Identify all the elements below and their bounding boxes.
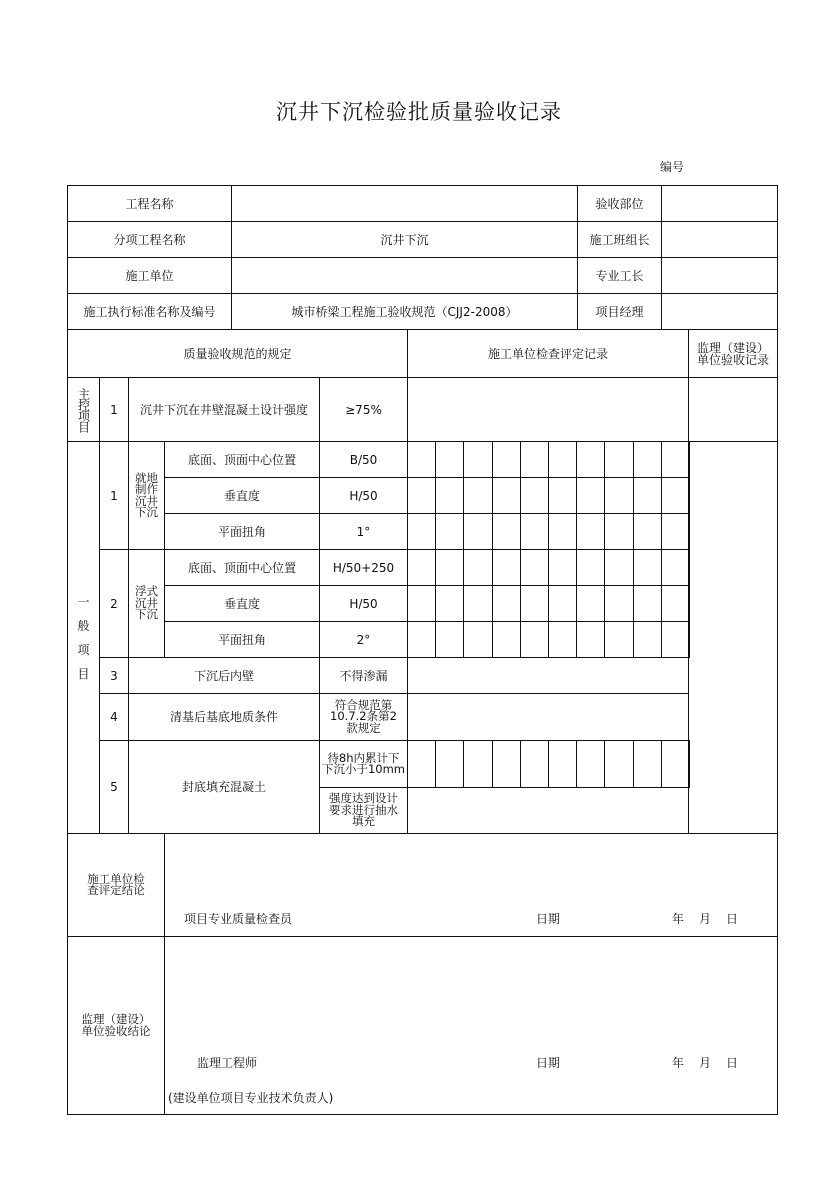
item-4-record[interactable] <box>407 693 689 741</box>
item-5-standard-line: 强度达到设计 <box>329 791 398 806</box>
main-control-category-text: 主控项目 <box>76 387 91 432</box>
check-cell[interactable] <box>492 477 521 514</box>
check-cell[interactable] <box>661 549 690 586</box>
project-manager-label: 项目经理 <box>577 293 662 330</box>
contractor-record-header: 施工单位检查评定记录 <box>407 329 689 378</box>
check-cell[interactable] <box>435 740 464 788</box>
contractor-field[interactable] <box>231 257 578 294</box>
check-cell[interactable] <box>492 549 521 586</box>
group-1-name-line: 下沉 <box>135 505 158 519</box>
general-category-char: 目 <box>77 666 90 681</box>
contractor-conclusion-label-line: 施工单位检 <box>87 871 145 886</box>
check-cell[interactable] <box>661 585 690 622</box>
main-item-record[interactable] <box>407 377 689 442</box>
check-cell[interactable] <box>604 477 633 514</box>
item-5-standard-b <box>319 787 408 834</box>
check-cell[interactable] <box>576 441 605 478</box>
project-manager-field[interactable] <box>661 293 778 330</box>
check-cell[interactable] <box>576 513 605 550</box>
check-cell[interactable] <box>633 621 662 658</box>
check-cell[interactable] <box>604 740 633 788</box>
check-cell[interactable] <box>576 585 605 622</box>
group-2-name-line: 下沉 <box>135 607 158 622</box>
team-leader-field[interactable] <box>661 221 778 258</box>
main-control-category <box>67 377 100 442</box>
contractor-day-label: 日 <box>726 912 739 926</box>
check-cell[interactable] <box>463 621 492 658</box>
check-cell[interactable] <box>520 585 549 622</box>
g2-item-name: 垂直度 <box>164 585 320 622</box>
supervisor-date-label: 日期 <box>536 1056 561 1070</box>
check-cell[interactable] <box>604 441 633 478</box>
page-title: 沉井下沉检验批质量验收记录 <box>276 100 562 124</box>
item-4-no: 4 <box>99 693 129 741</box>
contractor-label: 施工单位 <box>67 257 232 294</box>
check-cell[interactable] <box>548 621 577 658</box>
g2-item-name: 底面、顶面中心位置 <box>164 549 320 586</box>
group-1-name-line: 沉井 <box>135 493 158 508</box>
check-cell[interactable] <box>407 621 436 658</box>
supervisor-day-label: 日 <box>726 1056 739 1070</box>
check-cell[interactable] <box>548 740 577 788</box>
item-4-name: 清基后基底地质条件 <box>128 693 320 741</box>
check-cell[interactable] <box>576 549 605 586</box>
check-cell[interactable] <box>407 549 436 586</box>
g2-item-standard: H/50+250 <box>319 549 408 586</box>
check-cell[interactable] <box>576 621 605 658</box>
check-cell[interactable] <box>661 740 690 788</box>
check-cell[interactable] <box>492 513 521 550</box>
check-cell[interactable] <box>520 621 549 658</box>
check-cell[interactable] <box>492 441 521 478</box>
check-cell[interactable] <box>604 621 633 658</box>
check-cell[interactable] <box>520 477 549 514</box>
main-item-no: 1 <box>99 377 129 442</box>
contractor-month-label: 月 <box>699 912 712 926</box>
group-2-no: 2 <box>99 549 129 658</box>
main-item-name: 沉井下沉在井壁混凝土设计强度 <box>128 377 320 442</box>
acceptance-part-field[interactable] <box>661 185 778 222</box>
general-category <box>67 441 100 834</box>
group-2-name <box>128 549 165 658</box>
check-cell[interactable] <box>492 621 521 658</box>
contractor-conclusion-label-line: 查评定结论 <box>87 883 145 897</box>
check-cell[interactable] <box>548 477 577 514</box>
item-4-standard-line: 款规定 <box>346 720 381 735</box>
project-name-label: 工程名称 <box>67 185 232 222</box>
check-cell[interactable] <box>661 477 690 514</box>
sub-project-name-field[interactable]: 沉井下沉 <box>231 221 578 258</box>
check-cell[interactable] <box>576 740 605 788</box>
check-cell[interactable] <box>520 441 549 478</box>
acceptance-part-label: 验收部位 <box>577 185 662 222</box>
supervisor-note: (建设单位项目专业技术负责人) <box>168 1091 334 1105</box>
check-cell[interactable] <box>633 513 662 550</box>
g2-item-standard: 2° <box>319 621 408 658</box>
check-cell[interactable] <box>661 621 690 658</box>
check-cell[interactable] <box>548 549 577 586</box>
check-cell[interactable] <box>633 441 662 478</box>
g1-item-name: 垂直度 <box>164 477 320 514</box>
team-leader-label: 施工班组长 <box>577 221 662 258</box>
supervisor-month-label: 月 <box>699 1056 712 1070</box>
check-cell[interactable] <box>407 477 436 514</box>
sub-project-name-label: 分项工程名称 <box>67 221 232 258</box>
doc-number-label: 编号 <box>660 160 685 174</box>
item-3-no: 3 <box>99 657 129 694</box>
g1-item-standard: 1° <box>319 513 408 550</box>
check-cell[interactable] <box>604 585 633 622</box>
check-cell[interactable] <box>604 549 633 586</box>
project-name-field[interactable] <box>231 185 578 222</box>
foreman-field[interactable] <box>661 257 778 294</box>
check-cell[interactable] <box>435 549 464 586</box>
check-cell[interactable] <box>435 441 464 478</box>
spec-header: 质量验收规范的规定 <box>67 329 408 378</box>
check-cell[interactable] <box>435 477 464 514</box>
check-cell[interactable] <box>576 477 605 514</box>
supervisor-record-header-line2: 单位验收记录 <box>696 352 769 367</box>
main-item-standard: ≥75% <box>319 377 408 442</box>
item-5-name: 封底填充混凝土 <box>128 740 320 834</box>
check-cell[interactable] <box>492 585 521 622</box>
group-1-name-line: 制作 <box>135 482 158 496</box>
standard-field[interactable]: 城市桥梁工程施工验收规范（CJJ2-2008） <box>231 293 578 330</box>
contractor-year-label: 年 <box>672 912 685 926</box>
item-4-standard-line: 10.7.2条第2 <box>330 709 397 724</box>
group-1-name <box>128 441 165 550</box>
check-cell[interactable] <box>633 549 662 586</box>
item-3-record[interactable] <box>407 657 689 694</box>
supervisor-signer-label: 监理工程师 <box>197 1056 258 1070</box>
supervisor-record-header <box>688 329 778 378</box>
check-cell[interactable] <box>407 441 436 478</box>
check-cell[interactable] <box>463 513 492 550</box>
check-cell[interactable] <box>633 477 662 514</box>
check-cell[interactable] <box>633 585 662 622</box>
item-4-standard <box>319 693 408 741</box>
check-cell[interactable] <box>604 513 633 550</box>
g2-item-standard: H/50 <box>319 585 408 622</box>
contractor-date-label: 日期 <box>536 912 561 926</box>
check-cell[interactable] <box>463 441 492 478</box>
check-cell[interactable] <box>463 585 492 622</box>
general-supervisor-record[interactable] <box>688 441 778 834</box>
g1-item-standard: H/50 <box>319 477 408 514</box>
check-cell[interactable] <box>633 740 662 788</box>
general-category-char: 一 <box>77 594 90 609</box>
standard-label: 施工执行标准名称及编号 <box>67 293 232 330</box>
check-cell[interactable] <box>661 513 690 550</box>
check-cell[interactable] <box>407 585 436 622</box>
check-cell[interactable] <box>520 513 549 550</box>
check-cell[interactable] <box>407 740 436 788</box>
contractor-signer-label: 项目专业质量检查员 <box>184 912 293 926</box>
item-5b-record[interactable] <box>407 787 689 834</box>
supervisor-record-header-line1: 监理（建设） <box>696 340 769 355</box>
check-cell[interactable] <box>435 585 464 622</box>
general-category-char: 项 <box>77 642 90 657</box>
item-5-standard-line: 要求进行抽水 <box>329 802 398 817</box>
group-1-name-line: 就地 <box>135 470 158 485</box>
check-cell[interactable] <box>463 740 492 788</box>
item-3-name: 下沉后内壁 <box>128 657 320 694</box>
check-cell[interactable] <box>548 585 577 622</box>
g1-item-standard: B/50 <box>319 441 408 478</box>
item-5-standard-line: 待8h内累计下 <box>327 750 400 765</box>
check-cell[interactable] <box>548 513 577 550</box>
supervisor-conclusion-label-line: 单位验收结论 <box>81 1023 151 1038</box>
check-cell[interactable] <box>492 740 521 788</box>
supervisor-year-label: 年 <box>672 1056 685 1070</box>
item-4-standard-line: 符合规范第 <box>334 697 393 712</box>
item-5-standard-line: 填充 <box>352 814 375 829</box>
group-2-name-line: 沉井 <box>135 595 158 610</box>
general-category-char: 般 <box>77 618 90 633</box>
contractor-conclusion-label <box>67 833 165 937</box>
supervisor-conclusion-label <box>67 936 165 1115</box>
check-cell[interactable] <box>435 513 464 550</box>
item-5-no: 5 <box>99 740 129 834</box>
check-cell[interactable] <box>520 740 549 788</box>
check-cell[interactable] <box>407 513 436 550</box>
check-cell[interactable] <box>463 477 492 514</box>
item-5-standard-line: 下沉小于10mm <box>321 762 406 776</box>
check-cell[interactable] <box>661 441 690 478</box>
g1-item-name: 底面、顶面中心位置 <box>164 441 320 478</box>
check-cell[interactable] <box>548 441 577 478</box>
check-cell[interactable] <box>435 621 464 658</box>
item-3-standard: 不得渗漏 <box>319 657 408 694</box>
check-cell[interactable] <box>463 549 492 586</box>
supervisor-conclusion-label-line: 监理（建设） <box>81 1012 151 1026</box>
main-item-supervisor-record[interactable] <box>688 377 778 442</box>
group-1-no: 1 <box>99 441 129 550</box>
group-2-name-line: 浮式 <box>135 584 158 599</box>
item-5-standard-a <box>319 740 408 788</box>
g2-item-name: 平面扭角 <box>164 621 320 658</box>
g1-item-name: 平面扭角 <box>164 513 320 550</box>
check-cell[interactable] <box>520 549 549 586</box>
foreman-label: 专业工长 <box>577 257 662 294</box>
